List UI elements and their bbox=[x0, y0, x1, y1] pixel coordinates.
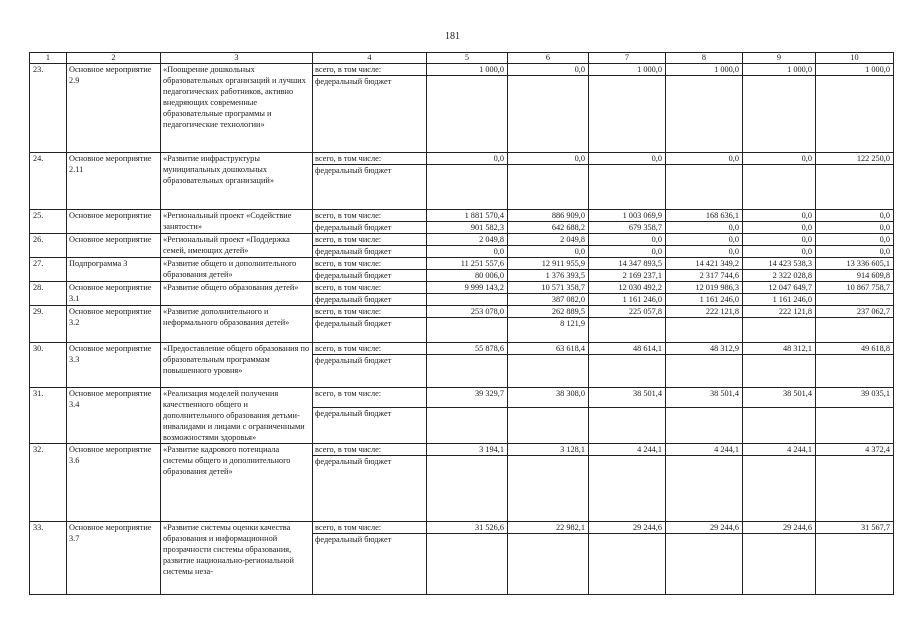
amount-cell: 0,0 bbox=[666, 153, 743, 165]
amount-cell: 642 688,2 bbox=[508, 222, 589, 234]
amount-cell bbox=[816, 534, 894, 595]
amount-cell: 31 526,6 bbox=[427, 522, 508, 534]
amount-cell: 901 582,3 bbox=[427, 222, 508, 234]
column-header: 4 bbox=[313, 53, 427, 64]
row-name: «Развитие общего образования детей» bbox=[161, 282, 313, 306]
column-header: 7 bbox=[589, 53, 666, 64]
amount-cell bbox=[508, 456, 589, 522]
column-header: 3 bbox=[161, 53, 313, 64]
amount-cell: 237 062,7 bbox=[816, 306, 894, 318]
amount-cell: 48 312,1 bbox=[743, 343, 816, 355]
row-type: Подпрограмма 3 bbox=[67, 258, 161, 282]
row-name: «Реализация моделей получения качественного общего и дополнительного образования детьми-инвалидами и лицами с ограниченными возможностями здоровья» bbox=[161, 388, 313, 444]
row-type: Основное мероприятие 3.3 bbox=[67, 343, 161, 388]
amount-cell: 55 878,6 bbox=[427, 343, 508, 355]
row-number: 26. bbox=[30, 234, 67, 258]
amount-cell bbox=[589, 318, 666, 343]
funding-source: всего, в том числе: bbox=[313, 153, 427, 165]
row-name: «Предоставление общего образования по образовательным программам повышенного уровня» bbox=[161, 343, 313, 388]
amount-cell: 222 121,8 bbox=[666, 306, 743, 318]
amount-cell: 3 128,1 bbox=[508, 444, 589, 456]
amount-cell: 0,0 bbox=[743, 222, 816, 234]
amount-cell: 0,0 bbox=[816, 246, 894, 258]
amount-cell: 2 049,8 bbox=[508, 234, 589, 246]
amount-cell: 1 000,0 bbox=[427, 64, 508, 76]
amount-cell bbox=[427, 294, 508, 306]
amount-cell bbox=[427, 355, 508, 388]
amount-cell: 1 161 246,0 bbox=[666, 294, 743, 306]
amount-cell: 0,0 bbox=[589, 234, 666, 246]
amount-cell: 9 999 143,2 bbox=[427, 282, 508, 294]
amount-cell bbox=[508, 355, 589, 388]
amount-cell: 1 000,0 bbox=[743, 64, 816, 76]
funding-source: всего, в том числе: bbox=[313, 522, 427, 534]
amount-cell: 12 030 492,2 bbox=[589, 282, 666, 294]
amount-cell bbox=[743, 318, 816, 343]
amount-cell: 0,0 bbox=[743, 246, 816, 258]
row-type: Основное мероприятие 2.11 bbox=[67, 153, 161, 210]
amount-cell: 0,0 bbox=[427, 153, 508, 165]
row-number: 23. bbox=[30, 64, 67, 153]
amount-cell: 0,0 bbox=[508, 246, 589, 258]
row-number: 29. bbox=[30, 306, 67, 343]
amount-cell: 29 244,6 bbox=[743, 522, 816, 534]
amount-cell: 39 035,1 bbox=[816, 388, 894, 408]
amount-cell: 14 421 349,2 bbox=[666, 258, 743, 270]
row-name: «Развитие дополнительного и неформального образования детей» bbox=[161, 306, 313, 343]
amount-cell: 1 376 393,5 bbox=[508, 270, 589, 282]
amount-cell: 1 000,0 bbox=[666, 64, 743, 76]
row-type: Основное мероприятие bbox=[67, 234, 161, 258]
amount-cell bbox=[816, 165, 894, 210]
amount-cell bbox=[508, 534, 589, 595]
page-number: 181 bbox=[445, 31, 460, 42]
amount-cell: 14 347 893,5 bbox=[589, 258, 666, 270]
funding-source: федеральный бюджет bbox=[313, 222, 427, 234]
amount-cell: 0,0 bbox=[666, 222, 743, 234]
amount-cell: 38 501,4 bbox=[666, 388, 743, 408]
amount-cell: 38 501,4 bbox=[743, 388, 816, 408]
column-header: 2 bbox=[67, 53, 161, 64]
amount-cell bbox=[427, 318, 508, 343]
funding-source: федеральный бюджет bbox=[313, 270, 427, 282]
amount-cell bbox=[816, 76, 894, 153]
amount-cell bbox=[666, 534, 743, 595]
table-body bbox=[30, 53, 894, 595]
table-row bbox=[30, 153, 894, 165]
row-number: 28. bbox=[30, 282, 67, 306]
amount-cell: 0,0 bbox=[666, 246, 743, 258]
funding-source: федеральный бюджет bbox=[313, 408, 427, 444]
amount-cell: 80 006,0 bbox=[427, 270, 508, 282]
funding-source: всего, в том числе: bbox=[313, 306, 427, 318]
funding-source: федеральный бюджет bbox=[313, 456, 427, 522]
amount-cell bbox=[816, 294, 894, 306]
amount-cell: 0,0 bbox=[743, 234, 816, 246]
amount-cell: 0,0 bbox=[508, 153, 589, 165]
column-header: 6 bbox=[508, 53, 589, 64]
amount-cell bbox=[816, 318, 894, 343]
amount-cell bbox=[666, 408, 743, 444]
amount-cell: 38 308,0 bbox=[508, 388, 589, 408]
amount-cell bbox=[427, 76, 508, 153]
row-type: Основное мероприятие 3.2 bbox=[67, 306, 161, 343]
amount-cell: 0,0 bbox=[743, 210, 816, 222]
funding-source: всего, в том числе: bbox=[313, 64, 427, 76]
table-row bbox=[30, 258, 894, 270]
amount-cell: 0,0 bbox=[589, 246, 666, 258]
amount-cell: 2 169 237,1 bbox=[589, 270, 666, 282]
amount-cell bbox=[666, 76, 743, 153]
amount-cell: 4 372,4 bbox=[816, 444, 894, 456]
amount-cell: 0,0 bbox=[508, 64, 589, 76]
funding-source: всего, в том числе: bbox=[313, 343, 427, 355]
amount-cell: 0,0 bbox=[743, 153, 816, 165]
amount-cell bbox=[816, 408, 894, 444]
table-row bbox=[30, 282, 894, 294]
row-name: «Развитие системы оценки качества образования и информационной прозрачности системы образования, развитие национально-региональной системы неза- bbox=[161, 522, 313, 595]
table-row bbox=[30, 210, 894, 222]
amount-cell: 13 336 605,1 bbox=[816, 258, 894, 270]
row-type: Основное мероприятие 3.4 bbox=[67, 388, 161, 444]
row-number: 27. bbox=[30, 258, 67, 282]
row-name: «Региональный проект «Содействие занятости» bbox=[161, 210, 313, 234]
funding-source: федеральный бюджет bbox=[313, 355, 427, 388]
row-number: 30. bbox=[30, 343, 67, 388]
row-number: 25. bbox=[30, 210, 67, 234]
amount-cell bbox=[508, 165, 589, 210]
row-number: 33. bbox=[30, 522, 67, 595]
column-header: 1 bbox=[30, 53, 67, 64]
row-type: Основное мероприятие 3.1 bbox=[67, 282, 161, 306]
amount-cell: 0,0 bbox=[427, 246, 508, 258]
amount-cell: 12 019 986,3 bbox=[666, 282, 743, 294]
column-header: 10 bbox=[816, 53, 894, 64]
row-number: 32. bbox=[30, 444, 67, 522]
amount-cell: 1 000,0 bbox=[816, 64, 894, 76]
amount-cell bbox=[743, 534, 816, 595]
amount-cell bbox=[666, 456, 743, 522]
amount-cell: 1 161 246,0 bbox=[589, 294, 666, 306]
amount-cell: 886 909,0 bbox=[508, 210, 589, 222]
amount-cell bbox=[743, 408, 816, 444]
budget-table bbox=[29, 52, 894, 595]
column-header: 9 bbox=[743, 53, 816, 64]
amount-cell: 2 049,8 bbox=[427, 234, 508, 246]
funding-source: всего, в том числе: bbox=[313, 282, 427, 294]
amount-cell: 10 571 358,7 bbox=[508, 282, 589, 294]
funding-source: всего, в том числе: bbox=[313, 444, 427, 456]
column-header: 5 bbox=[427, 53, 508, 64]
amount-cell: 1 000,0 bbox=[589, 64, 666, 76]
header-row bbox=[30, 53, 894, 64]
funding-source: всего, в том числе: bbox=[313, 210, 427, 222]
amount-cell bbox=[427, 408, 508, 444]
funding-source: федеральный бюджет bbox=[313, 165, 427, 210]
amount-cell: 4 244,1 bbox=[589, 444, 666, 456]
amount-cell bbox=[508, 408, 589, 444]
amount-cell: 48 312,9 bbox=[666, 343, 743, 355]
amount-cell: 222 121,8 bbox=[743, 306, 816, 318]
amount-cell: 0,0 bbox=[666, 234, 743, 246]
amount-cell bbox=[816, 456, 894, 522]
amount-cell: 12 911 955,9 bbox=[508, 258, 589, 270]
row-type: Основное мероприятие 2.9 bbox=[67, 64, 161, 153]
amount-cell: 914 609,8 bbox=[816, 270, 894, 282]
amount-cell: 49 618,8 bbox=[816, 343, 894, 355]
amount-cell bbox=[666, 318, 743, 343]
table-row bbox=[30, 64, 894, 76]
funding-source: федеральный бюджет bbox=[313, 294, 427, 306]
amount-cell: 0,0 bbox=[589, 153, 666, 165]
amount-cell: 122 250,0 bbox=[816, 153, 894, 165]
amount-cell bbox=[816, 355, 894, 388]
amount-cell: 12 047 649,7 bbox=[743, 282, 816, 294]
table-row bbox=[30, 343, 894, 355]
amount-cell: 262 889,5 bbox=[508, 306, 589, 318]
amount-cell bbox=[427, 165, 508, 210]
amount-cell: 2 317 744,6 bbox=[666, 270, 743, 282]
amount-cell: 38 501,4 bbox=[589, 388, 666, 408]
amount-cell bbox=[743, 456, 816, 522]
amount-cell: 387 082,0 bbox=[508, 294, 589, 306]
amount-cell bbox=[743, 355, 816, 388]
amount-cell bbox=[589, 408, 666, 444]
amount-cell: 3 194,1 bbox=[427, 444, 508, 456]
funding-source: федеральный бюджет bbox=[313, 76, 427, 153]
amount-cell: 225 057,8 bbox=[589, 306, 666, 318]
row-name: «Развитие кадрового потенциала системы общего и дополнительного образования детей» bbox=[161, 444, 313, 522]
amount-cell: 4 244,1 bbox=[743, 444, 816, 456]
amount-cell bbox=[427, 456, 508, 522]
amount-cell: 63 618,4 bbox=[508, 343, 589, 355]
amount-cell: 1 881 570,4 bbox=[427, 210, 508, 222]
funding-source: федеральный бюджет bbox=[313, 534, 427, 595]
amount-cell: 10 867 758,7 bbox=[816, 282, 894, 294]
table-row bbox=[30, 388, 894, 408]
amount-cell bbox=[589, 165, 666, 210]
amount-cell bbox=[743, 76, 816, 153]
table-row bbox=[30, 444, 894, 456]
funding-source: всего, в том числе: bbox=[313, 258, 427, 270]
amount-cell bbox=[589, 534, 666, 595]
row-number: 24. bbox=[30, 153, 67, 210]
amount-cell: 168 636,1 bbox=[666, 210, 743, 222]
row-type: Основное мероприятие 3.6 bbox=[67, 444, 161, 522]
amount-cell: 2 322 028,8 bbox=[743, 270, 816, 282]
row-name: «Развитие общего и дополнительного образования детей» bbox=[161, 258, 313, 282]
amount-cell: 0,0 bbox=[816, 222, 894, 234]
amount-cell bbox=[666, 165, 743, 210]
amount-cell: 29 244,6 bbox=[589, 522, 666, 534]
funding-source: федеральный бюджет bbox=[313, 246, 427, 258]
amount-cell: 31 567,7 bbox=[816, 522, 894, 534]
amount-cell bbox=[589, 456, 666, 522]
funding-source: всего, в том числе: bbox=[313, 234, 427, 246]
amount-cell bbox=[666, 355, 743, 388]
funding-source: всего, в том числе: bbox=[313, 388, 427, 408]
amount-cell: 39 329,7 bbox=[427, 388, 508, 408]
amount-cell: 1 003 069,9 bbox=[589, 210, 666, 222]
amount-cell: 48 614,1 bbox=[589, 343, 666, 355]
amount-cell: 4 244,1 bbox=[666, 444, 743, 456]
table-row bbox=[30, 522, 894, 534]
amount-cell: 0,0 bbox=[816, 234, 894, 246]
table-row bbox=[30, 234, 894, 246]
amount-cell: 679 358,7 bbox=[589, 222, 666, 234]
amount-cell: 14 423 538,3 bbox=[743, 258, 816, 270]
table-row bbox=[30, 306, 894, 318]
amount-cell bbox=[589, 355, 666, 388]
row-name: «Региональный проект «Поддержка семей, имеющих детей» bbox=[161, 234, 313, 258]
row-name: «Развитие инфраструктуры муниципальных дошкольных образовательных организаций» bbox=[161, 153, 313, 210]
amount-cell: 0,0 bbox=[816, 210, 894, 222]
amount-cell bbox=[589, 76, 666, 153]
amount-cell bbox=[508, 76, 589, 153]
row-type: Основное мероприятие bbox=[67, 210, 161, 234]
amount-cell bbox=[427, 534, 508, 595]
amount-cell: 8 121,9 bbox=[508, 318, 589, 343]
row-name: «Поощрение дошкольных образовательных организаций и лучших педагогических работников, активно внедряющих современные образовательные программы и педагогические технологии» bbox=[161, 64, 313, 153]
funding-source: федеральный бюджет bbox=[313, 318, 427, 343]
amount-cell: 29 244,6 bbox=[666, 522, 743, 534]
amount-cell: 253 078,0 bbox=[427, 306, 508, 318]
amount-cell: 1 161 246,0 bbox=[743, 294, 816, 306]
column-header: 8 bbox=[666, 53, 743, 64]
row-number: 31. bbox=[30, 388, 67, 444]
amount-cell: 11 251 557,6 bbox=[427, 258, 508, 270]
amount-cell: 22 982,1 bbox=[508, 522, 589, 534]
row-type: Основное мероприятие 3.7 bbox=[67, 522, 161, 595]
amount-cell bbox=[743, 165, 816, 210]
